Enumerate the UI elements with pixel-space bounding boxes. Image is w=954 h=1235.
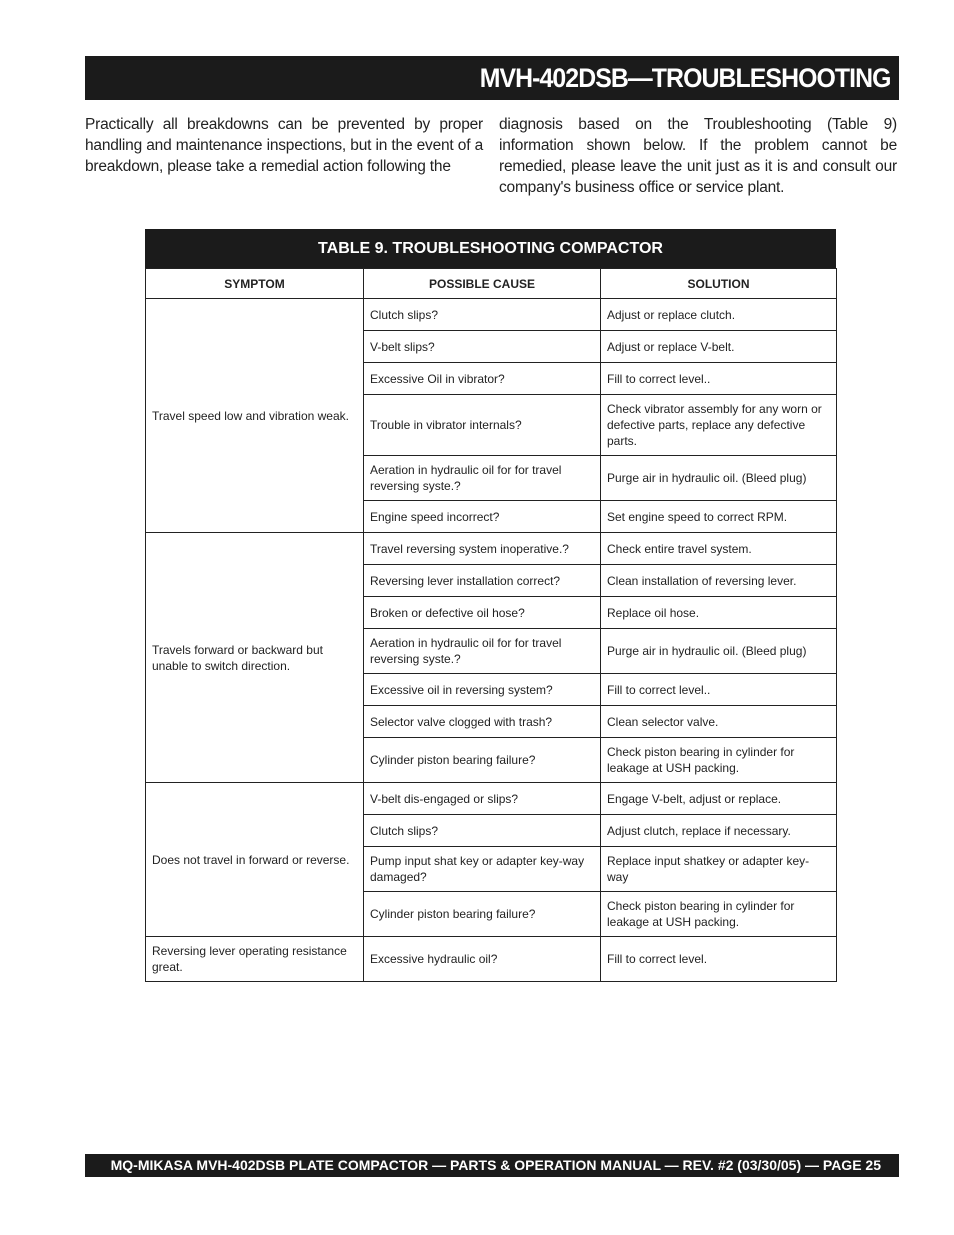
solution-cell: Clean installation of reversing lever.: [601, 565, 837, 597]
solution-cell: Check entire travel system.: [601, 533, 837, 565]
cause-cell: Excessive oil in reversing system?: [364, 674, 601, 706]
cause-cell: V-belt dis-engaged or slips?: [364, 783, 601, 815]
symptom-cell: Reversing lever operating resistance great.: [146, 937, 364, 982]
cause-cell: Excessive hydraulic oil?: [364, 937, 601, 982]
symptom-cell: Travels forward or backward but unable to switch direction.: [146, 533, 364, 783]
troubleshooting-table: [145, 229, 836, 982]
table-row: [146, 299, 837, 331]
page-title: MVH-402DSB—TROUBLESHOOTING: [480, 63, 891, 93]
cause-cell: Trouble in vibrator internals?: [364, 395, 601, 456]
symptom-cell: Does not travel in forward or reverse.: [146, 783, 364, 937]
cause-cell: Cylinder piston bearing failure?: [364, 738, 601, 783]
symptom-cell: Travel speed low and vibration weak.: [146, 299, 364, 533]
table-row: [146, 937, 837, 982]
solution-cell: Adjust clutch, replace if necessary.: [601, 815, 837, 847]
solution-cell: Check piston bearing in cylinder for leakage at USH packing.: [601, 738, 837, 783]
cause-cell: Travel reversing system inoperative.?: [364, 533, 601, 565]
solution-cell: Purge air in hydraulic oil. (Bleed plug): [601, 456, 837, 501]
solution-cell: Check piston bearing in cylinder for leakage at USH packing.: [601, 892, 837, 937]
cause-cell: Broken or defective oil hose?: [364, 597, 601, 629]
table-row: [146, 533, 837, 565]
solution-cell: Replace input shatkey or adapter key-way: [601, 847, 837, 892]
cause-cell: Clutch slips?: [364, 299, 601, 331]
solution-cell: Adjust or replace clutch.: [601, 299, 837, 331]
solution-cell: Set engine speed to correct RPM.: [601, 501, 837, 533]
cause-cell: Excessive Oil in vibrator?: [364, 363, 601, 395]
solution-cell: Engage V-belt, adjust or replace.: [601, 783, 837, 815]
column-header-solution: SOLUTION: [601, 269, 837, 299]
solution-cell: Clean selector valve.: [601, 706, 837, 738]
column-header-possible-cause: POSSIBLE CAUSE: [364, 269, 601, 299]
solution-cell: Check vibrator assembly for any worn or defective parts, replace any defective parts.: [601, 395, 837, 456]
cause-cell: Selector valve clogged with trash?: [364, 706, 601, 738]
table-row: [146, 783, 837, 815]
footer-text: MQ-MIKASA MVH-402DSB PLATE COMPACTOR — PARTS & OPERATION MANUAL — REV. #2 (03/30/05) — PAGE 25: [110, 1157, 881, 1173]
cause-cell: Engine speed incorrect?: [364, 501, 601, 533]
solution-cell: Fill to correct level.: [601, 937, 837, 982]
page-footer-bar: [85, 1154, 899, 1177]
table-caption: TABLE 9. TROUBLESHOOTING COMPACTOR: [145, 229, 836, 268]
solution-cell: Purge air in hydraulic oil. (Bleed plug): [601, 629, 837, 674]
solution-cell: Fill to correct level..: [601, 363, 837, 395]
cause-cell: Aeration in hydraulic oil for for travel reversing syste.?: [364, 456, 601, 501]
cause-cell: Pump input shat key or adapter key-way damaged?: [364, 847, 601, 892]
solution-cell: Adjust or replace V-belt.: [601, 331, 837, 363]
page-header-bar: [85, 56, 899, 100]
cause-cell: Clutch slips?: [364, 815, 601, 847]
intro-paragraph-left: Practically all breakdowns can be prevented by proper handling and maintenance inspections, but in the event of a breakdown, please take a remedial action following the: [85, 116, 483, 175]
cause-cell: V-belt slips?: [364, 331, 601, 363]
cause-cell: Aeration in hydraulic oil for for travel reversing syste.?: [364, 629, 601, 674]
intro-paragraph-right: diagnosis based on the Troubleshooting (Table 9) information shown below. If the problem cannot be remedied, please leave the unit just as it is and consult our company's business office or service plant.: [499, 116, 897, 196]
solution-cell: Fill to correct level..: [601, 674, 837, 706]
cause-cell: Cylinder piston bearing failure?: [364, 892, 601, 937]
solution-cell: Replace oil hose.: [601, 597, 837, 629]
cause-cell: Reversing lever installation correct?: [364, 565, 601, 597]
column-header-symptom: SYMPTOM: [146, 269, 364, 299]
